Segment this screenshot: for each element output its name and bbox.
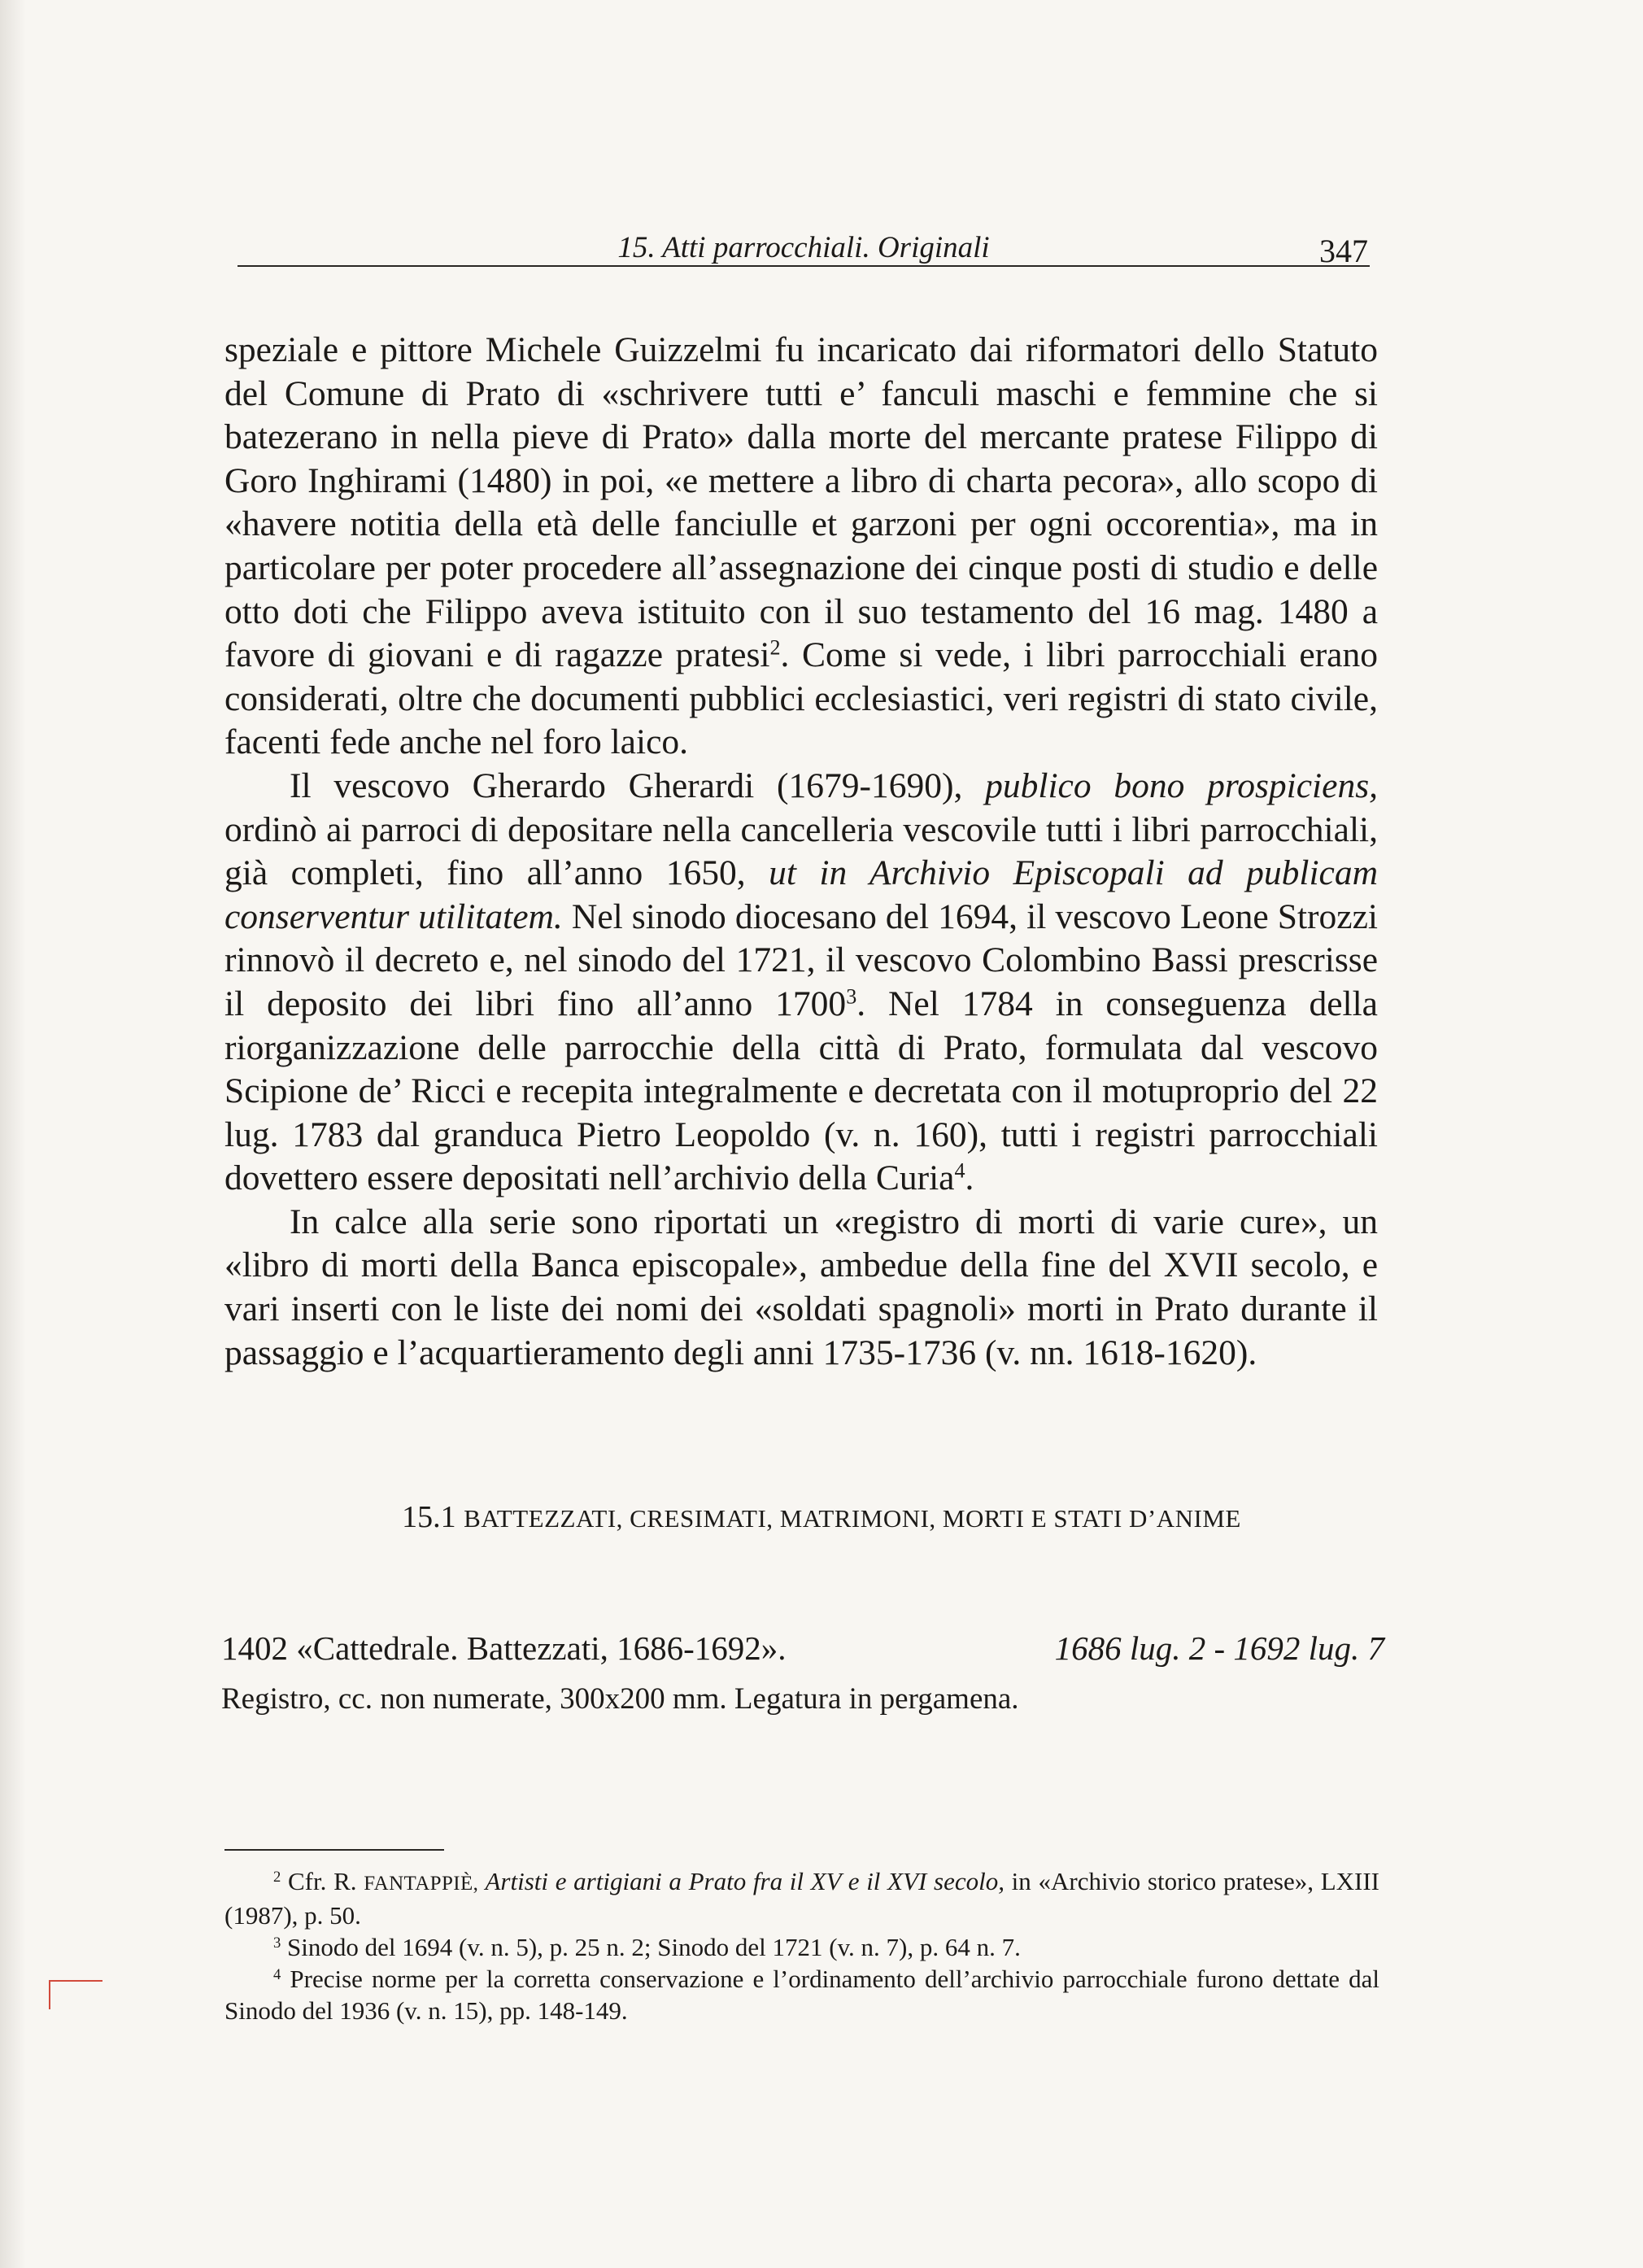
body-text: [224, 329, 1378, 1375]
footnote-ref-4: 4: [954, 1158, 965, 1183]
section-title: BATTEZZATI, CRESIMATI, MATRIMONI, MORTI E STATI D’ANIME: [464, 1504, 1241, 1533]
paragraph-3: In calce alla serie sono riportati un «registro di morti di varie cure», un «libro di morti della Banca episcopale», ambedue della fine del XVII secolo, e vari inserti con le liste dei nomi dei «soldati spagnoli» morti in Prato durante il passaggio e l’acquartieramento degli anni 1735-1736 (v. nn. 1618-1620).: [224, 1202, 1378, 1372]
footnote-3: $^3$ Sinodo del 1694 (v. n. 5), p. 25 n. 2; Sinodo del 1721 (v. n. 7), p. 64 n. 7.: [273, 1933, 1021, 1961]
red-margin-mark: [49, 1980, 102, 2009]
page-header: [238, 229, 1370, 267]
footnote-ref-3: 3: [846, 984, 857, 1009]
section-heading: [0, 1497, 1643, 1539]
page-number: 347: [1319, 233, 1368, 269]
page-edge: [0, 0, 26, 2268]
running-title: 15. Atti parrocchiali. Originali: [617, 231, 990, 264]
footnote-ref-2: 2: [769, 635, 781, 660]
entry-dates: 1686 lug. 2 - 1692 lug. 7: [1054, 1629, 1384, 1667]
footnote-4: $^4$ Precise norme per la corretta conservazione e l’ordinamento dell’archivio parrocchiale furono dettate dal Sinodo del 1936 (v. n. 15), pp. 148-149.: [224, 1965, 1379, 2025]
footnote-rule: [224, 1849, 444, 1851]
header-rule: [238, 265, 1370, 267]
catalog-entry: [221, 1624, 1384, 1721]
footnote-2: $^2$ Cfr. R. FANTAPPIÈ, Artisti e artigiani a Prato fra il XV e il XVI secolo, in «Archivio storico pratese», LXIII (1987), p. 50.: [224, 1867, 1379, 1930]
entry-title: 1402 «Cattedrale. Battezzati, 1686-1692».: [221, 1629, 787, 1667]
entry-description: Registro, cc. non numerate, 300x200 mm. Legatura in pergamena.: [221, 1682, 1019, 1716]
paragraph-1: speziale e pittore Michele Guizzelmi fu incaricato dai riformatori dello Statuto del Comune di Prato di «schrivere tutti e’ fanculi maschi e femmine che si batezerano in nella pieve di Prato» dalla morte del mercante pratese Filippo di Goro Inghirami (1480) in poi, «e mettere a libro di charta pecora», allo scopo di «havere notitia della età delle fanciulle et garzoni per ogni occorentia», ma in particolare per poter procedere all’assegnazione dei cinque posti di studio e delle otto doti che Filippo aveva istituito con il suo testamento del 16 mag. 1480 a favore di giovani e di ragazze pratesi$^2$. Come si vede, i libri parrocchiali erano considerati, oltre che documenti pubblici ecclesiastici, veri registri di stato civile, facenti fede anche nel foro laico.: [224, 330, 1378, 762]
paragraph-2: Il vescovo Gherardo Gherardi (1679-1690), publico bono prospiciens, ordinò ai parroci di depositare nella cancelleria vescovile tutti i libri parrocchiali, già completi, fino all’anno 1650, ut in Archivio Episcopali ad publicam conserventur utilitatem. Nel sinodo diocesano del 1694, il vescovo Leone Strozzi rinnovò il decreto e, nel sinodo del 1721, il vescovo Colombino Bassi prescrisse il deposito dei libri fino all’anno 1700$^3$. Nel 1784 in conseguenza della riorganizzazione delle parrocchie della città di Prato, formulata dal vescovo Scipione de’ Ricci e recepita integralmente e decretata con il motuproprio del 22 lug. 1783 dal granduca Pietro Leopoldo (v. n. 160), tutti i registri parrocchiali dovettero essere depositati nell’archivio della Curia$^4$.: [224, 765, 1378, 1198]
section-number: 15.1: [402, 1500, 464, 1534]
footnotes: [224, 1865, 1379, 2026]
